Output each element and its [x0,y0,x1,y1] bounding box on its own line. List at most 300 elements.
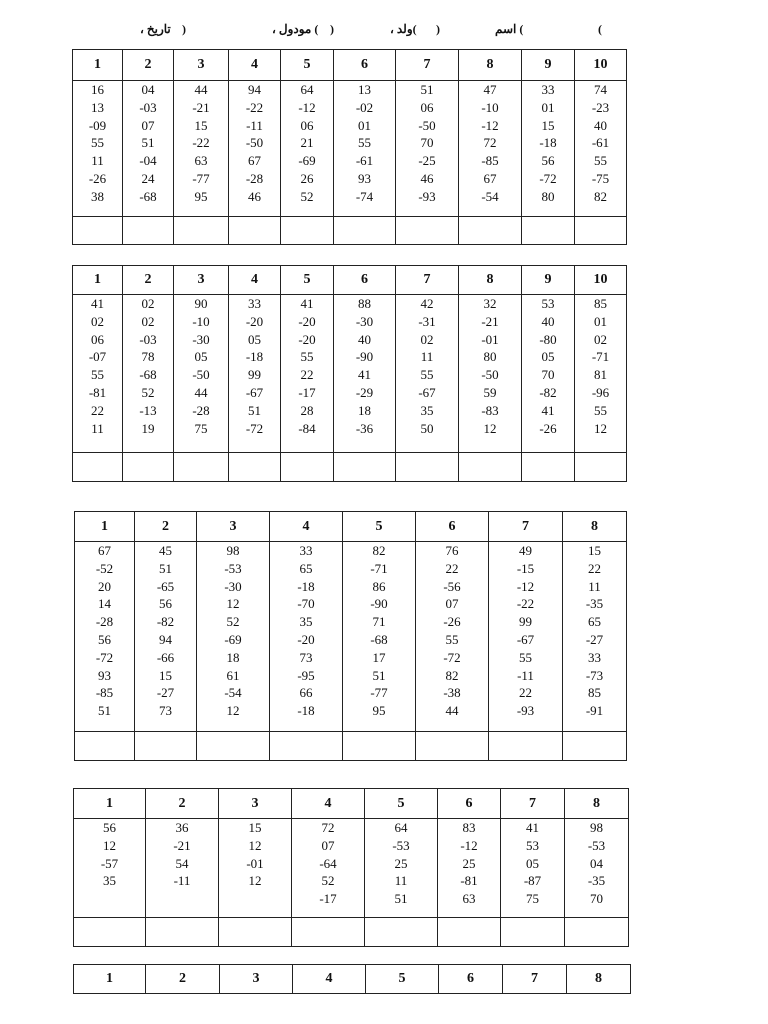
number-value: -18 [297,578,315,594]
number-value: 15 [159,667,172,683]
col-header: 5 [366,965,439,994]
col-header: 3 [174,266,229,295]
number-value: 12 [594,420,607,436]
number-value: -27 [585,631,604,647]
answer-cell[interactable] [565,918,629,947]
number-value: -71 [370,560,388,576]
module-close-paren: ) [330,22,334,36]
number-column [135,542,197,732]
number-value: -22 [516,596,535,612]
number-value: -68 [139,367,157,383]
answer-cell[interactable] [489,732,563,761]
number-value: 67 [98,543,111,558]
answer-cell[interactable] [135,732,197,761]
col-header: 6 [416,512,489,542]
col-header: 8 [565,789,629,819]
number-value: 80 [541,188,555,204]
number-value: 01 [541,99,555,115]
number-value: -53 [392,837,410,853]
answer-cell[interactable] [343,732,416,761]
number-value: 15 [194,117,208,133]
number-value: 22 [91,402,104,418]
number-value: 70 [420,135,434,151]
number-value: -30 [192,331,210,347]
date-label: ، تاريخ [140,22,171,36]
number-column [174,295,229,453]
number-value: -04 [139,153,157,169]
exercise-table-5 [73,964,631,994]
number-value: 51 [98,703,111,719]
number-value: -20 [298,313,316,329]
number-value: -83 [481,402,499,418]
number-value: 55 [300,349,314,365]
number-value: 85 [588,685,601,701]
number-value: -21 [192,99,210,115]
exercise-table-3 [74,511,627,761]
number-value: -66 [156,649,175,665]
number-value: 71 [372,614,386,630]
number-value: 04 [141,82,155,97]
header-row [74,789,629,819]
col-header: 5 [281,266,334,295]
number-value: 40 [541,313,555,329]
number-column [281,295,334,453]
number-column [459,295,522,453]
number-value: -10 [481,99,499,115]
number-column [563,542,627,732]
answer-cell[interactable] [229,217,281,245]
number-value: 12 [226,703,240,719]
number-value: 55 [91,367,104,383]
number-value: -12 [481,117,499,133]
col-header: 6 [438,789,501,819]
number-column [75,542,135,732]
number-value: 18 [358,402,371,418]
number-value: 56 [159,596,172,612]
number-value: 88 [358,296,371,311]
number-value: 33 [248,296,261,311]
answer-cell[interactable] [563,732,627,761]
number-value: 44 [445,703,459,719]
number-column [73,295,123,453]
number-value: -03 [139,99,157,115]
numbers-row [73,295,627,453]
number-value: 35 [420,402,434,418]
number-value: 78 [141,349,155,365]
number-column [365,819,438,918]
number-value: -21 [173,837,191,853]
col-header: 2 [135,512,197,542]
number-value: 14 [98,596,111,612]
number-value: 93 [358,170,371,186]
number-value: -72 [539,170,557,186]
number-value: 11 [91,153,104,169]
number-value: -69 [224,631,242,647]
number-value: 56 [541,153,555,169]
answer-row [75,732,627,761]
number-value: -03 [139,331,157,347]
number-value: -21 [481,313,499,329]
number-column [522,81,575,217]
number-value: -11 [246,117,263,133]
number-value: -53 [224,560,242,576]
answer-cell[interactable] [522,453,575,482]
number-value: 95 [372,703,386,719]
col-header: 4 [270,512,343,542]
number-value: 33 [588,649,601,665]
answer-cell[interactable] [416,732,489,761]
header-row [74,965,631,994]
answer-cell[interactable] [123,453,174,482]
col-header: 3 [197,512,270,542]
col-header: 5 [281,50,334,81]
number-column [522,295,575,453]
number-value: 02 [141,296,155,311]
number-value: -81 [88,384,107,400]
number-value: -82 [539,384,557,400]
number-value: 12 [248,837,262,853]
number-value: 22 [445,560,459,576]
number-column [229,295,281,453]
header-row [73,50,627,81]
number-value: -61 [355,153,374,169]
number-value: -20 [298,331,316,347]
number-value: 75 [526,891,539,907]
number-value: 59 [483,384,497,400]
number-value: 51 [141,135,155,151]
answer-cell[interactable] [575,217,627,245]
number-column [334,295,396,453]
number-column [270,542,343,732]
number-column [416,542,489,732]
answer-cell[interactable] [146,918,219,947]
number-value: -64 [319,855,337,871]
number-value: -81 [460,873,478,889]
col-header: 5 [365,789,438,819]
number-value: 05 [541,349,555,365]
number-value: -02 [355,99,374,115]
number-value: 35 [299,614,313,630]
number-value: 40 [594,117,607,133]
number-value: 12 [226,596,240,612]
number-value: 07 [321,837,335,853]
number-value: 67 [483,170,497,186]
number-value: -67 [245,384,264,400]
number-value: -69 [298,153,316,169]
answer-cell[interactable] [438,918,501,947]
number-value: -18 [539,135,557,151]
answer-cell[interactable] [123,217,174,245]
number-value: 11 [394,873,408,889]
number-value: 36 [175,820,189,835]
number-value: -65 [156,578,175,594]
col-header: 3 [219,789,292,819]
number-value: 53 [526,837,539,853]
number-column [219,819,292,918]
answer-cell[interactable] [281,217,334,245]
col-header: 2 [123,266,174,295]
number-value: -30 [224,578,242,594]
number-value: -35 [587,873,606,889]
number-value: 70 [541,367,555,383]
number-value: 46 [248,188,261,204]
number-value: 63 [194,153,208,169]
number-value: 65 [299,560,313,576]
number-value: 11 [91,420,104,436]
number-value: -17 [319,891,337,907]
answer-cell[interactable] [501,918,565,947]
number-value: 67 [248,153,261,169]
col-header: 1 [75,512,135,542]
number-value: -50 [481,367,499,383]
number-value: 02 [420,331,434,347]
answer-cell[interactable] [459,453,522,482]
answer-cell[interactable] [334,453,396,482]
number-column [292,819,365,918]
number-value: 99 [519,614,532,630]
col-header: 7 [396,266,459,295]
number-value: 61 [226,667,240,683]
col-header: 6 [334,50,396,81]
number-value: 18 [226,649,240,665]
answer-row [74,918,629,947]
number-value: 49 [519,543,532,558]
number-value: 33 [299,543,313,558]
col-header: 1 [74,965,146,994]
number-value: 40 [358,331,371,347]
answer-cell[interactable] [270,732,343,761]
number-value: -38 [443,685,461,701]
number-value: -96 [591,384,610,400]
number-value: -26 [88,170,107,186]
number-value: -50 [245,135,264,151]
date-close-paren: ) [182,22,186,36]
number-value: 41 [91,296,104,311]
number-value: 82 [594,188,607,204]
col-header: 7 [396,50,459,81]
number-value: 22 [300,367,314,383]
number-value: -57 [100,855,119,871]
number-value: 56 [103,820,116,835]
answer-cell[interactable] [73,453,123,482]
col-header: 6 [439,965,503,994]
number-value: 82 [445,667,459,683]
col-header: 4 [293,965,366,994]
col-header: 7 [501,789,565,819]
number-value: -95 [297,667,315,683]
number-column [575,81,627,217]
number-value: -68 [370,631,388,647]
number-value: -67 [418,384,436,400]
col-header: 10 [575,50,627,81]
number-value: 41 [541,402,555,418]
number-column [174,81,229,217]
number-value: -70 [297,596,315,612]
number-value: 45 [159,543,172,558]
number-value: 05 [526,855,539,871]
number-value: 16 [91,82,104,97]
number-value: 44 [194,384,208,400]
answer-row [73,453,627,482]
col-header: 10 [575,266,627,295]
number-value: 55 [594,402,607,418]
number-column [489,542,563,732]
number-value: -18 [245,349,264,365]
number-value: 74 [594,82,607,97]
number-value: 06 [91,331,104,347]
answer-cell[interactable] [219,918,292,947]
number-value: 63 [462,891,476,907]
col-header: 2 [146,789,219,819]
col-header: 8 [563,512,627,542]
number-column [123,295,174,453]
number-value: 06 [420,99,434,115]
number-value: -12 [460,837,478,853]
number-value: 98 [226,543,240,558]
number-column [281,81,334,217]
number-value: -84 [298,420,316,436]
number-value: -01 [481,331,499,347]
answer-cell[interactable] [292,918,365,947]
number-value: 93 [98,667,111,683]
number-value: -27 [156,685,175,701]
number-column [343,542,416,732]
answer-cell[interactable] [281,453,334,482]
number-value: 17 [372,649,386,665]
answer-cell[interactable] [575,453,627,482]
exercise-table-1 [72,49,627,245]
number-value: -07 [88,349,107,365]
number-value: -30 [355,313,374,329]
number-value: -20 [297,631,315,647]
numbers-row [74,819,629,918]
number-value: 90 [194,296,208,311]
answer-cell[interactable] [334,217,396,245]
number-value: 51 [394,891,408,907]
number-value: 80 [483,349,497,365]
number-value: -87 [523,873,542,889]
number-value: -54 [481,188,499,204]
number-value: -82 [156,614,175,630]
number-value: 51 [159,560,172,576]
number-value: 55 [594,153,607,169]
col-header: 6 [334,266,396,295]
number-value: -77 [370,685,388,701]
number-value: -26 [443,614,461,630]
number-value: 66 [299,685,313,701]
col-header: 7 [489,512,563,542]
number-value: 64 [300,82,314,97]
number-value: -85 [481,153,499,169]
answer-cell[interactable] [73,217,123,245]
number-value: -56 [443,578,461,594]
col-header: 8 [459,266,522,295]
answer-cell[interactable] [522,217,575,245]
answer-cell[interactable] [197,732,270,761]
number-value: 54 [175,855,189,871]
number-value: 55 [519,649,532,665]
number-value: 15 [588,543,601,558]
number-value: 70 [590,891,603,907]
number-value: 94 [248,82,261,97]
number-value: 73 [299,649,313,665]
number-value: 20 [98,578,111,594]
number-value: -35 [585,596,604,612]
answer-cell[interactable] [75,732,135,761]
name-label: اسم ( [495,22,524,36]
col-header: 1 [73,50,123,81]
number-value: 50 [420,420,434,436]
number-value: 72 [483,135,497,151]
number-column [501,819,565,918]
col-header: 2 [146,965,220,994]
number-column [197,542,270,732]
number-value: 05 [194,349,208,365]
number-value: -90 [355,349,374,365]
number-value: 13 [358,82,371,97]
number-value: -93 [418,188,436,204]
col-header: 8 [459,50,522,81]
numbers-row [73,81,627,217]
col-header: 4 [229,266,281,295]
number-value: -12 [516,578,535,594]
number-value: 55 [445,631,459,647]
number-value: -09 [88,117,107,133]
col-header: 5 [343,512,416,542]
number-value: 25 [462,855,476,871]
number-value: 01 [358,117,371,133]
answer-cell[interactable] [396,217,459,245]
number-value: 35 [103,873,116,889]
number-value: -72 [443,649,461,665]
number-value: 11 [588,578,601,594]
answer-cell[interactable] [459,217,522,245]
number-value: 51 [420,82,434,97]
col-header: 9 [522,50,575,81]
col-header: 3 [174,50,229,81]
number-value: 55 [358,135,371,151]
group-label: ، ولد( [390,22,417,36]
number-value: 15 [541,117,555,133]
answer-cell[interactable] [74,918,146,947]
number-column [396,81,459,217]
number-value: -72 [95,649,114,665]
number-value: 52 [321,873,335,889]
number-column [123,81,174,217]
number-value: 46 [420,170,434,186]
number-value: 99 [248,367,261,383]
col-header: 4 [292,789,365,819]
number-value: 01 [594,313,607,329]
answer-cell[interactable] [229,453,281,482]
answer-cell[interactable] [365,918,438,947]
number-column [229,81,281,217]
answer-cell[interactable] [174,453,229,482]
number-value: 32 [483,296,497,311]
answer-cell[interactable] [396,453,459,482]
number-value: -36 [355,420,374,436]
number-value: 55 [91,135,104,151]
answer-cell[interactable] [174,217,229,245]
number-value: 25 [394,855,408,871]
col-header: 7 [503,965,567,994]
number-value: 38 [91,188,104,204]
number-value: -73 [585,667,604,683]
number-value: 44 [194,82,208,97]
number-value: -85 [95,685,114,701]
number-value: -54 [224,685,242,701]
number-value: 83 [462,820,476,835]
